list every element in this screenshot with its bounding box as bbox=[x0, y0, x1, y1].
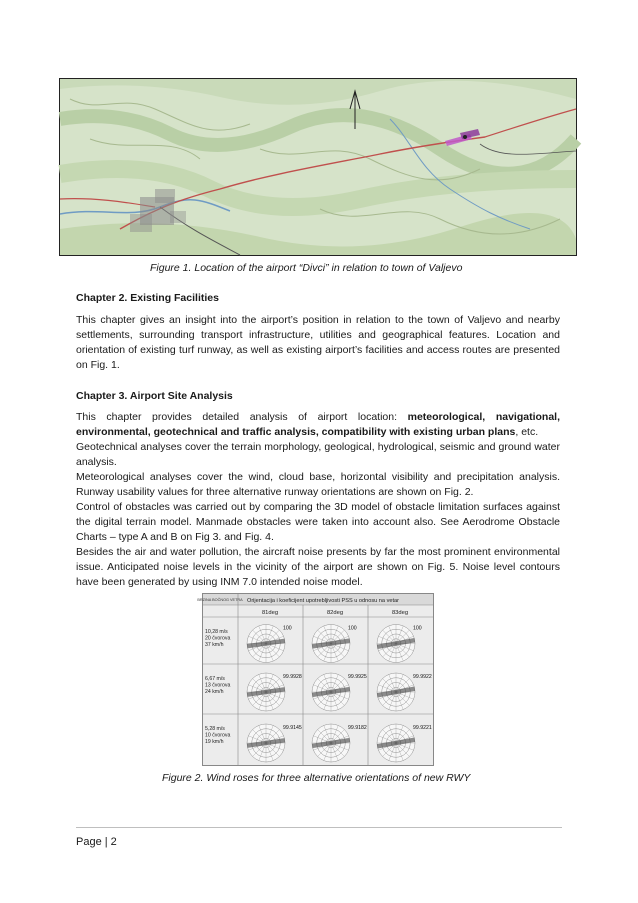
wind-rose bbox=[312, 625, 350, 663]
wind-rose bbox=[247, 625, 285, 663]
usability-value: 100 bbox=[348, 625, 357, 632]
figure2-caption: Figure 2. Wind roses for three alternative orientations of new RWY bbox=[162, 772, 471, 784]
corner-label: BRZINA BOČNOG VETRA bbox=[197, 598, 243, 602]
chapter3-geotech: Geotechnical analyses cover the terrain morphology, geological, hydrological, seismic and ground water analysis. bbox=[76, 441, 560, 468]
speed-label: 24 km/h bbox=[205, 689, 224, 695]
wind-rose bbox=[377, 673, 415, 711]
usability-value: 99.9925 bbox=[348, 674, 367, 680]
column-header: 82deg bbox=[326, 610, 344, 616]
wind-rose bbox=[377, 625, 415, 663]
wind-rose bbox=[312, 673, 350, 711]
column-header: 81deg bbox=[261, 610, 279, 616]
figure1-caption: Figure 1. Location of the airport “Divci” in relation to town of Valjevo bbox=[150, 262, 463, 274]
airport-location-map bbox=[59, 78, 577, 256]
wind-roses-figure bbox=[197, 593, 434, 766]
wind-roses-table bbox=[197, 593, 434, 766]
usability-value: 99.9145 bbox=[283, 725, 302, 731]
speed-label: 6,67 m/s bbox=[205, 676, 225, 682]
column-header: 83deg bbox=[391, 610, 409, 616]
chapter3-meteo: Meteorological analyses cover the wind, cloud base, horizontal visibility and precipitation analysis. Runway usability values for three alternative runway orientations are shown on Fig. 2. bbox=[76, 471, 560, 498]
usability-value: 100 bbox=[413, 625, 422, 632]
speed-label: 10,28 m/s bbox=[205, 629, 228, 635]
page-number: Page | 2 bbox=[76, 836, 117, 848]
wind-rose bbox=[247, 724, 285, 762]
wind-table-title: Orijentacija i koeficijent upotrebljivosti PSS u odnosu na vetar bbox=[246, 598, 400, 604]
speed-label: 10 čvorova bbox=[205, 732, 231, 739]
intro-bold: meteorological, navigational, environmental, geotechnical and traffic analysis, compatibility with existing urban plans bbox=[76, 411, 560, 438]
chapter3-intro bbox=[76, 410, 560, 440]
footer-divider bbox=[76, 827, 562, 828]
speed-label: 20 čvorova bbox=[205, 635, 231, 642]
usability-value: 99.9928 bbox=[283, 674, 302, 680]
chapter2-body: This chapter gives an insight into the airport’s position in relation to the town of Valjevo and nearby settlements, surrounding transport infrastructure, utilities and geographical features. Location and orientation of existing turf runway, as well as existing airport’s facilities and access routes are presented on Fig. 1. bbox=[76, 314, 560, 371]
wind-rose bbox=[312, 724, 350, 762]
wind-rose bbox=[247, 673, 285, 711]
chapter2-heading: Chapter 2. Existing Facilities bbox=[76, 292, 219, 304]
speed-label: 37 km/h bbox=[205, 642, 224, 648]
speed-label: 5,28 m/s bbox=[205, 726, 225, 732]
chapter3-noise: Besides the air and water pollution, the aircraft noise presents by far the most prominent environmental issue. Anticipated noise levels in the vicinity of the airport are shown on Fig. 5. Noise level contours have been generated by using INM 7.0 intended noise model. bbox=[76, 546, 560, 588]
usability-value: 100 bbox=[283, 625, 292, 632]
intro-end: , etc. bbox=[515, 426, 539, 438]
chapter3-heading: Chapter 3. Airport Site Analysis bbox=[76, 390, 233, 402]
usability-value: 99.9922 bbox=[413, 674, 432, 680]
map-drawing bbox=[60, 79, 576, 255]
speed-label: 13 čvorova bbox=[205, 682, 231, 689]
wind-rose bbox=[377, 724, 415, 762]
speed-label: 19 km/h bbox=[205, 739, 224, 745]
usability-value: 99.9182 bbox=[348, 725, 367, 731]
usability-value: 99.9221 bbox=[413, 725, 432, 731]
chapter3-obstacles: Control of obstacles was carried out by comparing the 3D model of obstacle limitation surfaces against the digital terrain model. Manmade obstacles were taken into account also. See Aerodrome Obstacle Charts – type A and B on Fig 3. and Fig. 4. bbox=[76, 501, 560, 543]
intro-start: This chapter provides detailed analysis of airport location: bbox=[76, 411, 408, 423]
